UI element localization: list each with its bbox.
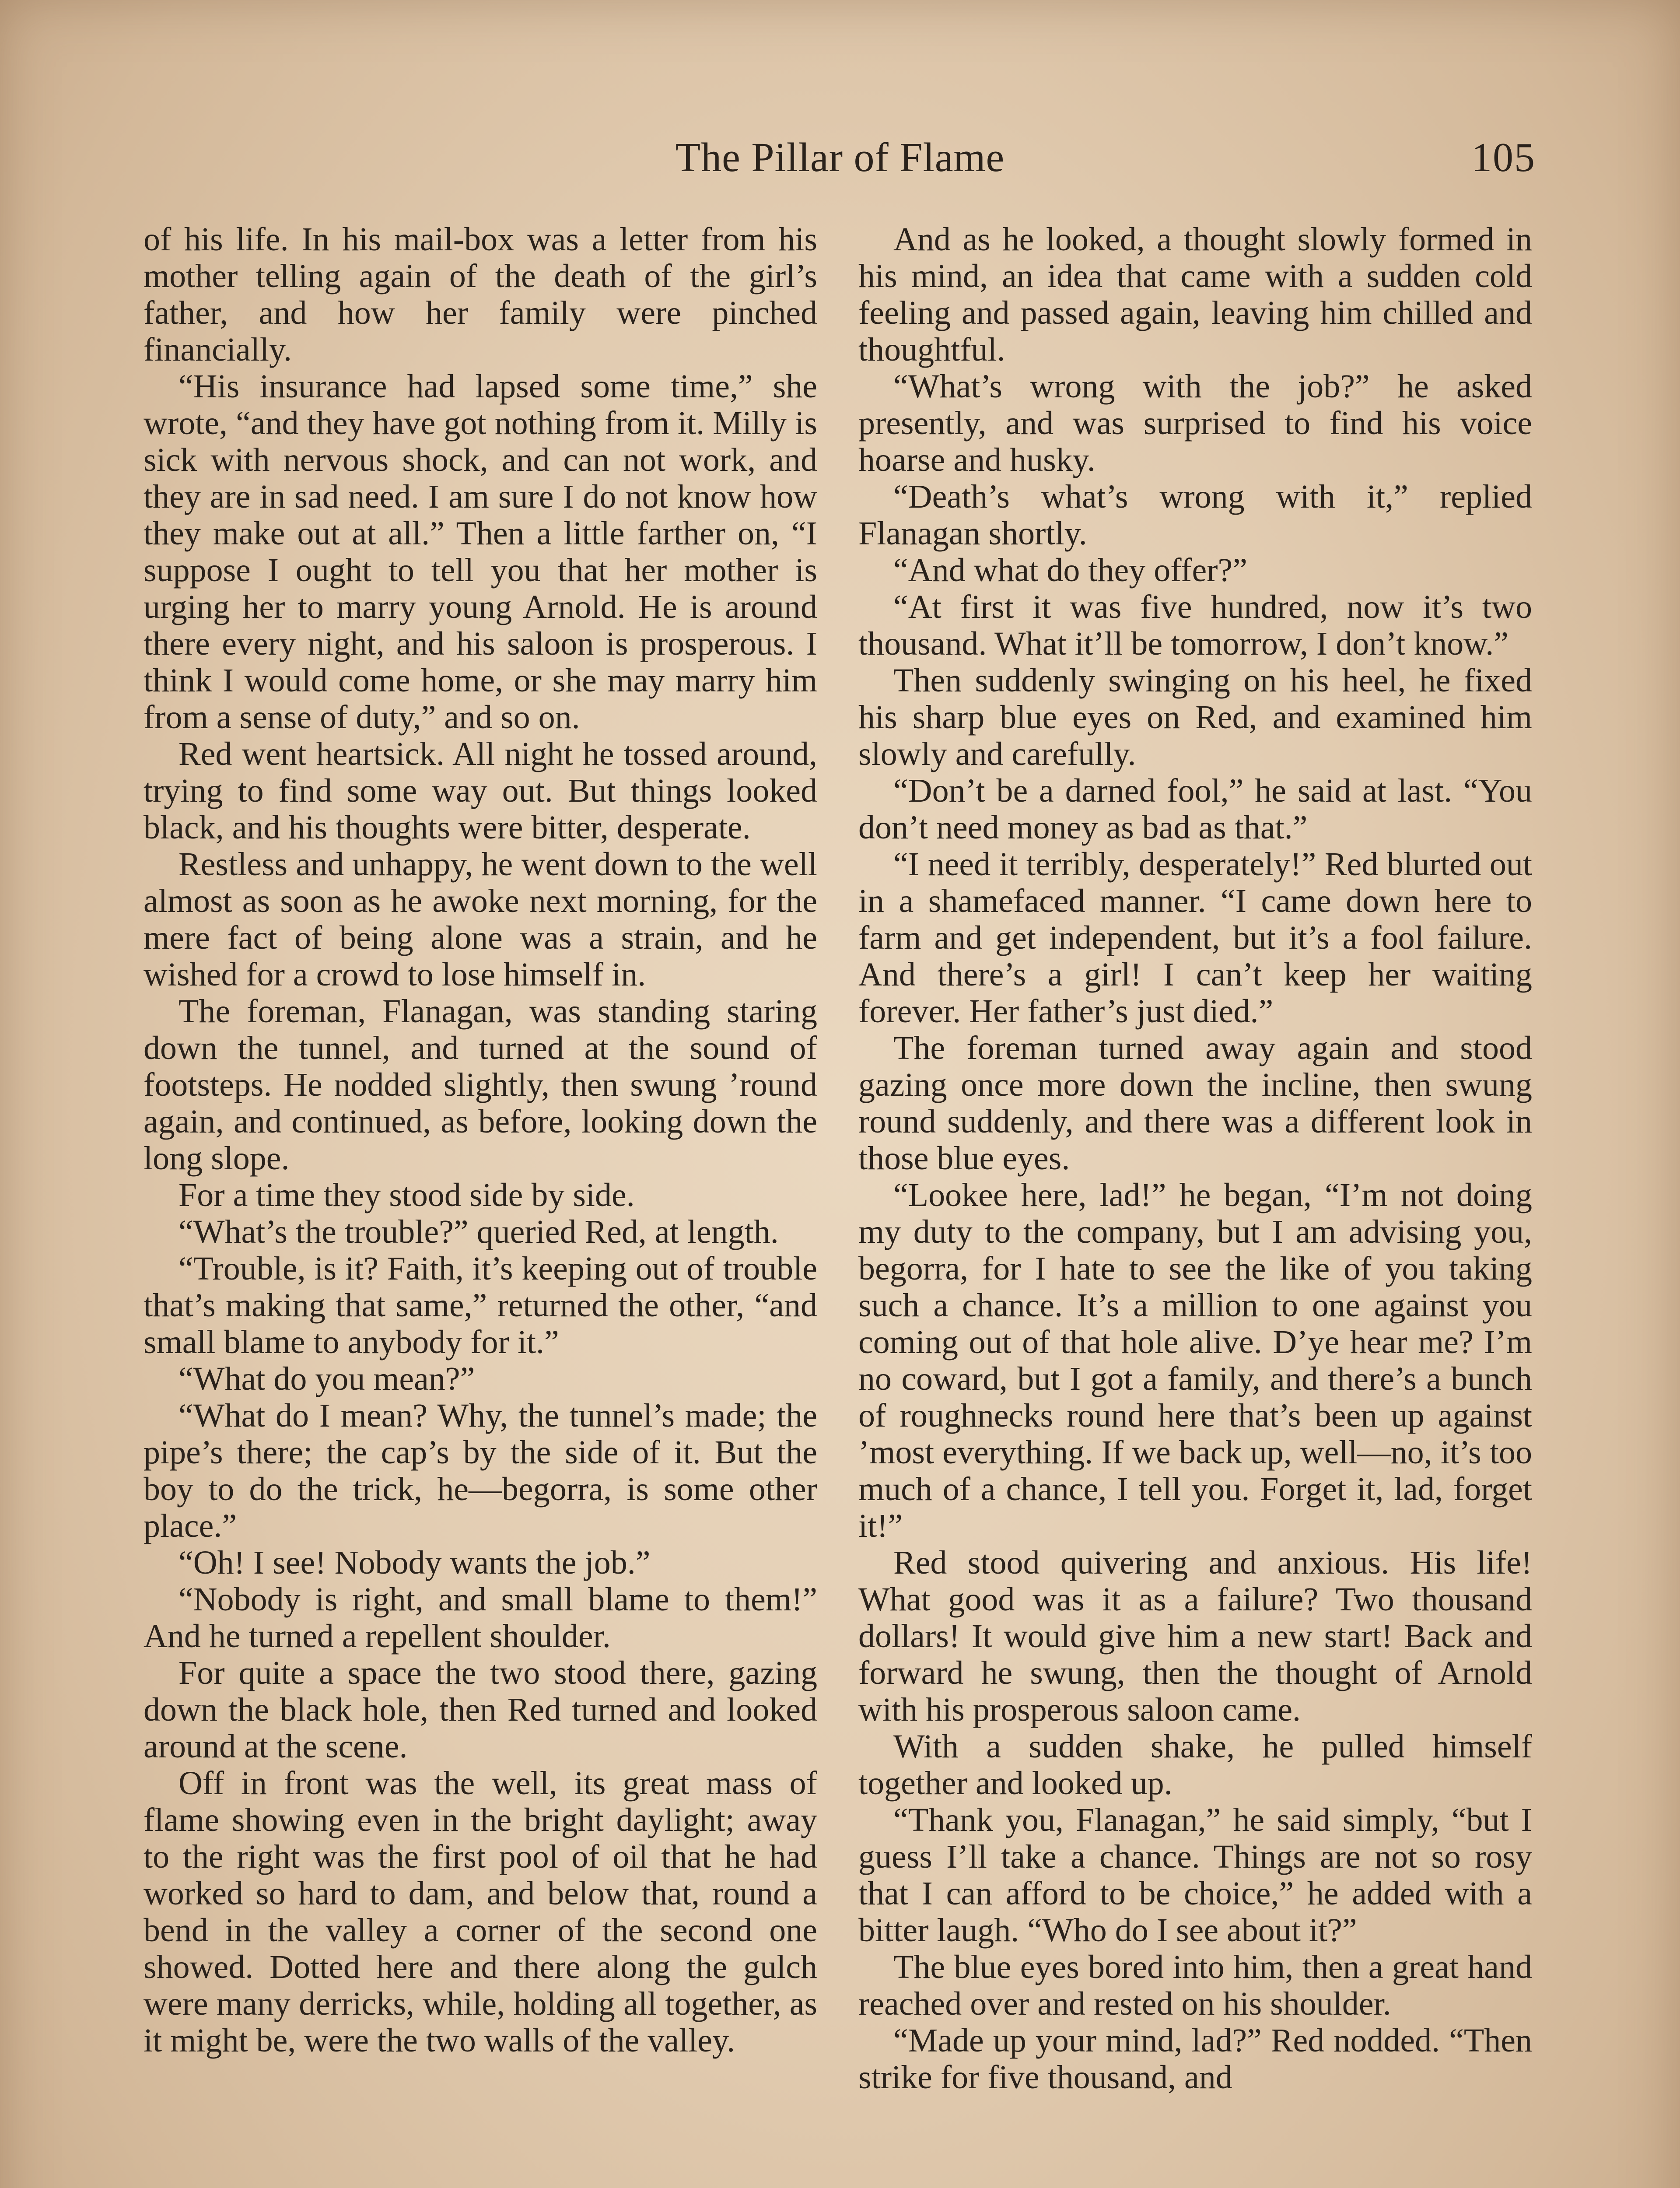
paragraph: “And what do they offer?”	[893, 552, 1247, 589]
paragraph: Then suddenly swinging on his heel, he fixed his sharp blue eyes on Red, and examined him slowly and carefully.	[858, 662, 1532, 772]
paragraph: Red stood quivering and anxious. His life! What good was it as a failure? Two thousand dollars! It would give him a new start! Back and forward he swung, then the thought of Arnold with his prosperous saloon came.	[858, 1544, 1532, 1728]
paragraph: “What do I mean? Why, the tunnel’s made; the pipe’s there; the cap’s by the side of it. But the boy to do the trick, he—begorra, is some other place.”	[144, 1397, 817, 1544]
paragraph: “I need it terribly, desperately!” Red blurted out in a shamefaced manner. “I came down here to farm and get independent, but it’s a fool failure. And there’s a girl! I can’t keep her waiting forever. Her father’s just died.”	[858, 846, 1532, 1030]
paragraph: “Trouble, is it? Faith, it’s keeping out of trouble that’s making that same,” returned the other, “and small blame to anybody for it.”	[144, 1250, 817, 1360]
paragraph: “What’s wrong with the job?” he asked presently, and was surprised to find his voice hoarse and husky.	[858, 368, 1532, 478]
paragraph: of his life. In his mail-box was a letter from his mother telling again of the death of the girl’s father, and how her family were pinched financially.	[144, 221, 817, 368]
paragraph: “What do you mean?”	[178, 1360, 475, 1397]
right-column	[858, 221, 1532, 2188]
paragraph: The foreman turned away again and stood gazing once more down the incline, then swung round suddenly, and there was a different look in those blue eyes.	[858, 1030, 1532, 1177]
paragraph: Red went heartsick. All night he tossed around, trying to find some way out. But things looked black, and his thoughts were bitter, desperate.	[144, 736, 817, 846]
paragraph: “His insurance had lapsed some time,” she wrote, “and they have got nothing from it. Milly is sick with nervous shock, and can not work, and they are in sad need. I am sure I do not know how they make out at all.” Then a little farther on, “I suppose I ought to tell you that her mother is urging her to marry young Arnold. He is around there every night, and his saloon is prosperous. I think I would come home, or she may marry him from a sense of duty,” and so on.	[144, 368, 817, 736]
paragraph: “Made up your mind, lad?” Red nodded. “Then strike for five thousand, and	[858, 2022, 1532, 2096]
paragraph: With a sudden shake, he pulled himself together and looked up.	[858, 1728, 1532, 1802]
paragraph: The foreman, Flanagan, was standing staring down the tunnel, and turned at the sound of footsteps. He nodded slightly, then swung ’round again, and continued, as before, looking down the long slope.	[144, 993, 817, 1177]
paragraph: “What’s the trouble?” queried Red, at length.	[178, 1213, 779, 1250]
paragraph: “Thank you, Flanagan,” he said simply, “but I guess I’ll take a chance. Things are not so rosy that I can afford to be choice,” he added with a bitter laugh. “Who do I see about it?”	[858, 1802, 1532, 1949]
left-column	[144, 221, 817, 2188]
paragraph: “Oh! I see! Nobody wants the job.”	[178, 1544, 651, 1581]
paragraph: For a time they stood side by side.	[178, 1177, 635, 1213]
paragraph: “At first it was five hundred, now it’s two thousand. What it’ll be tomorrow, I don’t know.”	[858, 589, 1532, 662]
running-header	[144, 125, 1536, 190]
paragraph: Off in front was the well, its great mass of flame showing even in the bright daylight; away to the right was the first pool of oil that he had worked so hard to dam, and below that, round a bend in the valley a corner of the second one showed. Dotted here and there along the gulch were many derricks, while, holding all together, as it might be, were the two walls of the valley.	[144, 1765, 817, 2059]
running-title: The Pillar of Flame	[675, 135, 1005, 180]
paragraph: “Don’t be a darned fool,” he said at last. “You don’t need money as bad as that.”	[858, 772, 1532, 846]
page-number: 105	[1471, 135, 1536, 180]
paragraph: “Death’s what’s wrong with it,” replied Flanagan shortly.	[858, 478, 1532, 552]
paragraph: “Lookee here, lad!” he began, “I’m not doing my duty to the company, but I am advising you, begorra, for I hate to see the like of you taking such a chance. It’s a million to one against you coming out of that hole alive. D’ye hear me? I’m no coward, but I got a family, and there’s a bunch of roughnecks round here that’s been up against ’most everything. If we back up, well—no, it’s too much of a chance, I tell you. Forget it, lad, forget it!”	[858, 1177, 1532, 1544]
paragraph: Restless and unhappy, he went down to the well almost as soon as he awoke next morning, for the mere fact of being alone was a strain, and he wished for a crowd to lose himself in.	[144, 846, 817, 993]
paragraph: The blue eyes bored into him, then a great hand reached over and rested on his shoulder.	[858, 1949, 1532, 2022]
paragraph: “Nobody is right, and small blame to them!” And he turned a repellent shoulder.	[144, 1581, 817, 1655]
paragraph: And as he looked, a thought slowly formed in his mind, an idea that came with a sudden cold feeling and passed again, leaving him chilled and thoughtful.	[858, 221, 1532, 368]
paragraph: For quite a space the two stood there, gazing down the black hole, then Red turned and looked around at the scene.	[144, 1655, 817, 1765]
